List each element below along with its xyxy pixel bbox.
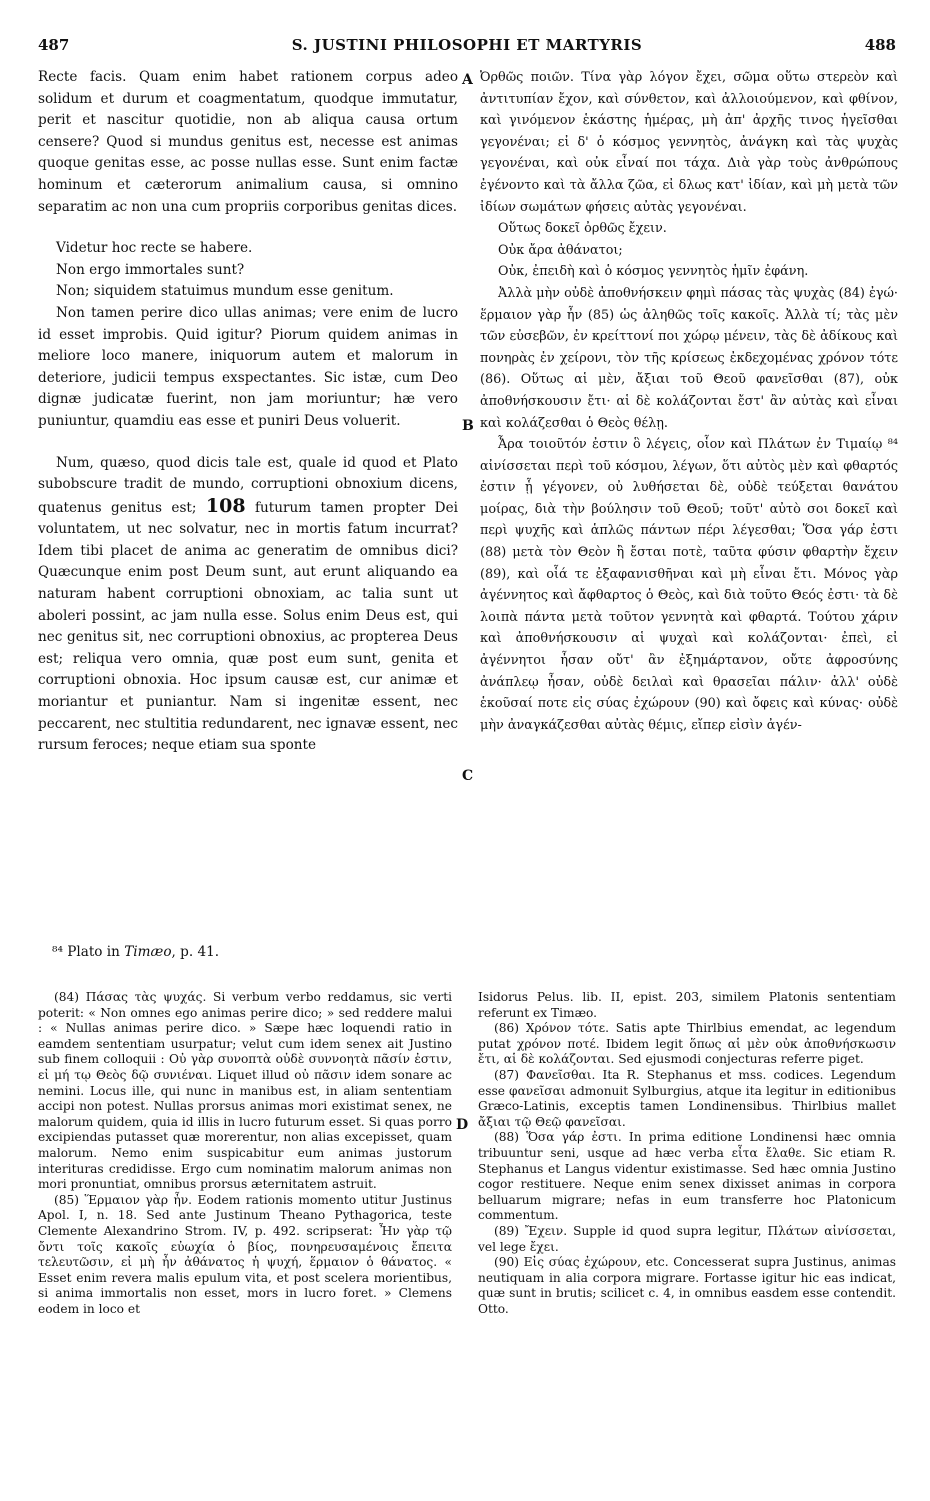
page-number-left: 487 bbox=[38, 36, 70, 54]
latin-paragraph bbox=[38, 453, 458, 757]
latin-column bbox=[38, 67, 458, 757]
greek-paragraph: Οὐκ, ἐπειδὴ καὶ ὁ κόσμος γεννητὸς ἡμῖν ἐφάνη. bbox=[498, 264, 809, 280]
editorial-note: (89) Ἔχειν. Supple id quod supra legitur, Πλάτων αἰνίσσεται, vel lege ἔχει. bbox=[478, 1223, 896, 1254]
running-title: S. JUSTINI PHILOSOPHI ET MARTYRIS bbox=[291, 36, 643, 54]
margin-marker-b: B bbox=[462, 418, 474, 434]
footnote-work-title: Timæo bbox=[124, 944, 172, 960]
latin-paragraph: Videtur hoc recte se habere. bbox=[56, 240, 253, 257]
notes-right-column bbox=[478, 990, 896, 1317]
latin-text: Num, quæso, quod dicis tale est, quale id quod et Plato subobscure tradit de mundo, corruptioni obnoxium dicens, quatenus genitus est; bbox=[38, 454, 458, 516]
latin-paragraph: Non; siquidem statuimus mundum esse genitum. bbox=[56, 283, 394, 300]
latin-paragraph: Non tamen perire dico ullas animas; vere enim de lucro id esset improbis. Quid igitur? Piorum quidem animas in meliore loco manere, iniquorum autem et malorum in deteriore, judicii tempus exspectantes. Sic istæ, cum Deo dignæ judicatæ fuerint, non jam moriuntur; hæ vero puniuntur, quamdiu eas esse et puniri Deus voluerit. bbox=[38, 304, 458, 429]
running-header bbox=[38, 36, 896, 60]
main-footnote bbox=[52, 944, 219, 960]
footnote-reference: , p. 41. bbox=[171, 944, 220, 960]
editorial-note: Isidorus Pelus. lib. II, epist. 203, similem Platonis sententiam referunt ex Timæo. bbox=[478, 990, 896, 1020]
latin-text: futurum tamen propter Dei voluntatem, ut nec solvatur, nec in mortis fatum incurrat? Idem tibi placet de anima ac generatim de omnibus dici? Quæcunque enim post Deum sunt, aut erunt aliquando ea naturam habent corruptioni obnoxiam, ac talia sunt ut aboleri possint, ac jam nulla esse. Solus enim Deus est, qui nec genitus sit, nec corruptioni obnoxius, ac propterea Deus est; reliqua vero omnia, quæ post eum sunt, genita et corruptioni obnoxia. Hoc ipsum causæ est, cur animæ et moriantur et puniantur. Nam si ingenitæ essent, nec peccarent, nec stultitia redundarent, nec ignavæ essent, nec rursum feroces; neque etiam sua sponte bbox=[38, 499, 458, 754]
greek-paragraph: Οὕτως δοκεῖ ὀρθῶς ἔχειν. bbox=[498, 221, 667, 237]
greek-paragraph: Ὀρθῶς ποιῶν. Τίνα γὰρ λόγον ἔχει, σῶμα οὕτω στερεὸν καὶ ἀντιτυπίαν ἔχον, καὶ σύνθετον, καὶ ἀλλοιούμενον, καὶ φθίνον, καὶ γινόμενον ἑκάστης ἡμέρας, μὴ ἀπ' ἀρχῆς τινος ἡγεῖσθαι γεγονέναι; εἰ δ' ὁ κόσμος γεννητὸς, ἀνάγκη καὶ τὰς ψυχὰς γεγονέναι, καὶ οὐκ εἶναί ποι τάχα. Διὰ γὰρ τοὺς ἀνθρώπους ἐγένοντο καὶ τὰ ἄλλα ζῶα, εἰ δλως κατ' ἰδίαν, καὶ μὴ μετὰ τῶν ἰδίων σωμάτων φήσεις αὐτὰς γεγονέναι. bbox=[480, 70, 898, 215]
greek-paragraph: Ἆρα τοιοῦτόν ἐστιν ὃ λέγεις, οἷον καὶ Πλάτων ἐν Τιμαίῳ ⁸⁴ αἰνίσσεται περὶ τοῦ κόσμου, λέγων, ὅτι αὐτὸς μὲν καὶ φθαρτός ἐστιν ᾗ γέγονεν, οὐ λυθήσεται δὲ, οὐδὲ τεύξεται θανάτου μοίρας, διὰ τὴν βούλησιν τοῦ Θεοῦ; τοῦτ' αὐτὸ σοι δοκεῖ καὶ περὶ ψυχῆς καὶ ἁπλῶς πάντων πέρι λέγεσθαι; Ὅσα γάρ ἐστι (88) μετὰ τὸν Θεὸν ἢ ἔσται ποτὲ, ταῦτα φύσιν φθαρτὴν ἔχειν (89), καὶ οἷά τε ἐξαφανισθῆναι καὶ μὴ εἶναι ἔτι. Μόνος γὰρ ἀγέννητος καὶ ἄφθαρτος ὁ Θεὸς, καὶ διὰ τοῦτο Θεός ἐστι· τὰ δὲ λοιπὰ πάντα μετὰ τοῦτον γεννητὰ καὶ φθαρτά. Τούτου χάριν καὶ ἀποθνήσκουσιν αἱ ψυχαὶ καὶ κολάζονται· ἐπεὶ, εἰ ἀγέννητοι ἦσαν οὔτ' ἂν ἐξημάρτανον, οὔτε ἀφροσύνης ἀνάπλεῳ ἦσαν, οὐδὲ δειλαὶ καὶ θρασεῖαι πάλιν· ἀλλ' οὐδὲ ἑκοῦσαί ποτε εἰς σύας ἐχώρουν (90) καὶ ὄφεις καὶ κύνας· οὐδὲ μὴν ἀναγκάζεσθαι αὐτὰς θέμις, εἴπερ εἰσὶν ἀγέν- bbox=[480, 437, 898, 733]
editorial-note: (88) Ὅσα γάρ ἐστι. In prima editione Londinensi hæc omnia tribuuntur seni, usque ad hæc verba εἶτα ἔλαθε. Sic etiam R. Stephanus et Langus videntur existimasse. Sed hæc omnia Justino cogor restituere. Neque enim senex dixisset animas in corpora belluarum migrare; nefas in eum transferre hoc Platonicum commentum. bbox=[478, 1130, 896, 1223]
margin-marker-c: C bbox=[462, 768, 474, 784]
footnote-mark: ⁸⁴ bbox=[52, 944, 63, 960]
greek-column bbox=[480, 67, 898, 736]
editorial-note: (84) Πάσας τὰς ψυχάς. Si verbum verbo reddamus, sic verti poterit: « Non omnes ego animas perire dico; » sed reddere malui : « Nullas animas perire dico. » Sæpe hæc loquendi ratio in eamdem sententiam usurpatur; velut cum idem senex ait Justino sub finem colloquii : Οὐ γὰρ συνοπτὰ οὐδὲ συννοητὰ πᾶσίν ἐστιν, εἰ μή τῳ Θεὸς δῷ συνιέναι. Liquet illud οὐ πᾶσιν idem sonare ac nemini. Locus ille, qui nunc in manibus est, in aliam sententiam accipi non potest. Nullas prorsus animas mori existimat senex, ne malorum quidem, quia id illis in lucro futurum esset. Si quas porro excipiendas putasset quæ morerentur, non alias excepisset, quam malorum. Nemo enim suspicabitur eum animas justorum interituras credidisse. Ergo cum nominatim malorum animas non mori pronuntiat, omnibus prorsus æternitatem astruit. bbox=[38, 990, 452, 1192]
margin-marker-a: A bbox=[462, 72, 473, 88]
notes-left-column bbox=[38, 990, 452, 1317]
greek-paragraph: Ἀλλὰ μὴν οὐδὲ ἀποθνήσκειν φημὶ πάσας τὰς ψυχὰς (84) ἐγώ· ἕρμαιον γὰρ ἦν (85) ὡς ἀληθῶς τοῖς κακοῖς. Ἀλλὰ τί; τὰς μὲν τῶν εὐσεβῶν, ἐν κρείττονί ποι χώρῳ μένειν, τὰς δὲ ἀδίκους καὶ πονηρὰς ἐν χείρονι, τὸν τῆς κρίσεως ἐκδεχομένας χρόνον τότε (86). Οὕτως αἱ μὲν, ἄξιαι τοῦ Θεοῦ φανεῖσθαι (87), οὐκ ἀποθνήσκουσιν ἔτι· αἱ δὲ κολάζονται ἔστ' ἂν αὐτὰς καὶ εἶναι καὶ κολάζεσθαι ὁ Θεὸς θέλῃ. bbox=[480, 285, 898, 431]
footnote-text: Plato in bbox=[67, 944, 120, 960]
greek-paragraph: Οὐκ ἄρα ἀθάνατοι; bbox=[498, 242, 623, 258]
latin-paragraph: Recte facis. Quam enim habet rationem corpus adeo solidum et durum et coagmentatum, quodque immutatur, perit et nascitur quotidie, non ab aliqua causa ortum censere? Quod si mundus genitus est, necesse est animas quoque genitas esse, ac posse nullas esse. Sunt enim factæ hominum et cæterorum animalium causa, si omnino separatim ac non una cum propriis corporibus genitas dices. bbox=[38, 69, 458, 215]
latin-paragraph: Non ergo immortales sunt? bbox=[56, 261, 245, 278]
page-number-right: 488 bbox=[864, 36, 896, 54]
edition-page-marker: 108 bbox=[205, 494, 246, 517]
editorial-note: (87) Φανεῖσθαι. Ita R. Stephanus et mss. codices. Legendum esse φανεῖσαι admonuit Sylburgius, atque ita legitur in editionibus Græco-Latinis, exceptis tamen Londinensibus. Thirlbius mallet ἄξιαι τῷ Θεῷ φανεῖσαι. bbox=[478, 1067, 896, 1129]
margin-marker-d: D bbox=[456, 1117, 469, 1133]
editorial-note: (86) Χρόνον τότε. Satis apte Thirlbius emendat, ac legendum putat χρόνον ποτέ. Ibidem legit ὅπως αἱ μὲν οὐκ ἀποθνήσκωσιν ἔτι, αἱ δὲ κολάζονται. Sed ejusmodi conjecturas referre piget. bbox=[478, 1021, 896, 1067]
editorial-note: (85) Ἕρμαιον γὰρ ἦν. Eodem rationis momento utitur Justinus Apol. I, n. 18. Sed ante Justinum Theano Pythagorica, teste Clemente Alexandrino Strom. IV, p. 492. scripserat: Ἦν γὰρ τῷ ὄντι τοῖς κακοῖς εὐωχία ὁ βίος, πονηρευσαμένοις ἔπειτα τελευτῶσιν, εἰ μὴ ἦν ἀθάνατος ἡ ψυχή, ἕρμαιον ὁ θάνατος. « Esset enim revera malis epulum vita, et post scelera morientibus, si anima immortalis non esset, mors in lucro foret. » Clemens eodem in loco et bbox=[38, 1192, 452, 1316]
editorial-note: (90) Εἰς σύας ἐχώρουν, etc. Concesserat supra Justinus, animas neutiquam in alia corpora migrare. Fortasse igitur hic eas indicat, quæ sunt in brutis; scilicet c. 4, in omnibus easdem esse contendit. Otto. bbox=[478, 1255, 896, 1316]
